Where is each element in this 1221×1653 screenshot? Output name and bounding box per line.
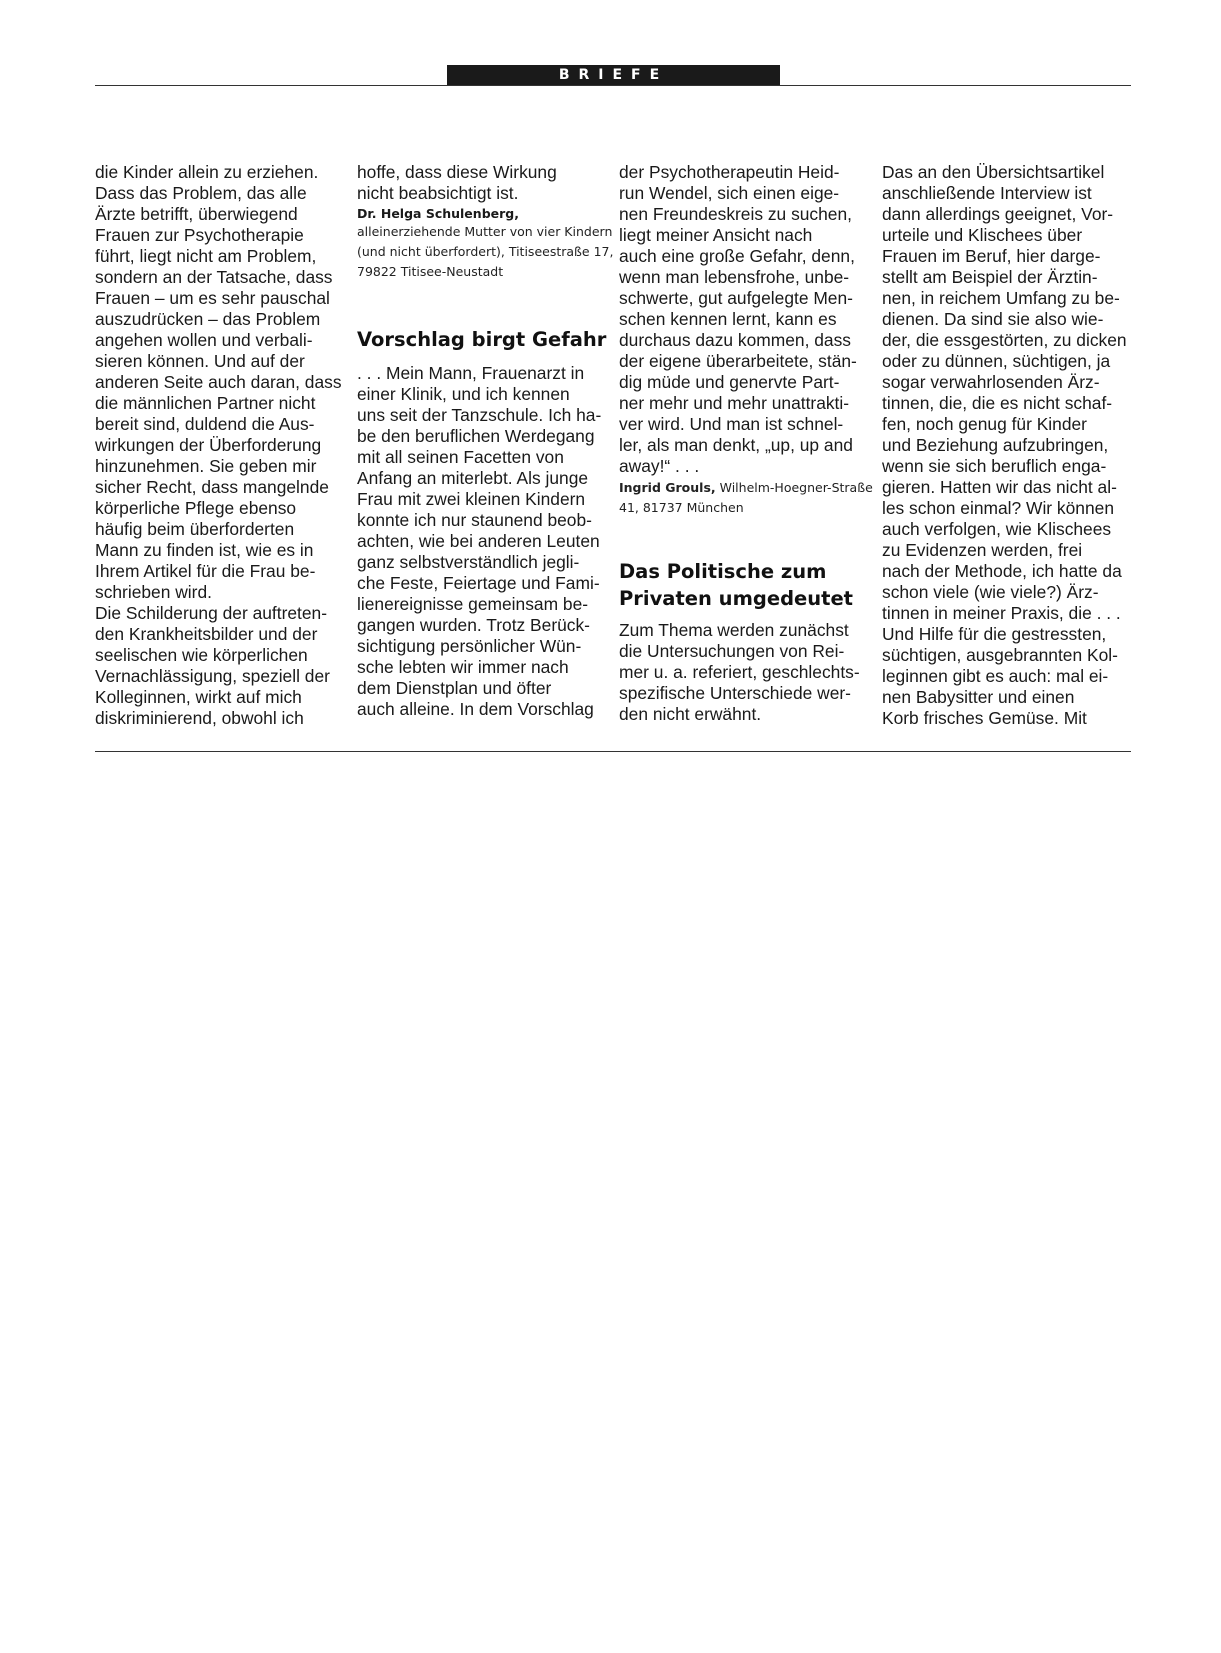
text-line: ganz selbstverständlich jegli- xyxy=(357,552,580,572)
text-line: wirkungen der Überforderung xyxy=(95,435,322,455)
top-divider xyxy=(95,85,1131,86)
signature-detail: 79822 Titisee-Neustadt xyxy=(357,264,504,279)
text-line: der eigene überarbeitete, stän- xyxy=(619,351,857,371)
text-line: Frauen zur Psychotherapie xyxy=(95,225,304,245)
text-line: angehen wollen und verbali- xyxy=(95,330,313,350)
column-3 xyxy=(619,162,874,725)
text-line: Ärzte betrifft, überwiegend xyxy=(95,204,298,224)
text-line: auch alleine. In dem Vorschlag xyxy=(357,699,594,719)
text-line: führt, liegt nicht am Problem, xyxy=(95,246,317,266)
text-line: dienen. Da sind sie also wie- xyxy=(882,309,1104,329)
text-line: mer u. a. referiert, geschlechts- xyxy=(619,662,860,682)
text-line: ver wird. Und man ist schnel- xyxy=(619,414,844,434)
text-line: away!“ . . . xyxy=(619,456,700,476)
text-line: Kolleginnen, wirkt auf mich xyxy=(95,687,302,707)
letter-headline xyxy=(619,558,874,612)
text-line: ner mehr und mehr unattrakti- xyxy=(619,393,850,413)
text-line: Dass das Problem, das alle xyxy=(95,183,307,203)
column-2 xyxy=(357,162,612,720)
text-line: auch eine große Gefahr, denn, xyxy=(619,246,855,266)
letter-signature xyxy=(357,205,612,282)
text-line: Ihrem Artikel für die Frau be- xyxy=(95,561,316,581)
text-line: Frau mit zwei kleinen Kindern xyxy=(357,489,586,509)
signature-detail: Wilhelm-Hoegner-Straße xyxy=(719,480,873,495)
text-line: nen Freundeskreis zu suchen, xyxy=(619,204,852,224)
text-line: Zum Thema werden zunächst xyxy=(619,620,849,640)
text-line: mit all seinen Facetten von xyxy=(357,447,564,467)
text-line: les schon einmal? Wir können xyxy=(882,498,1114,518)
text-line: zu Evidenzen werden, frei xyxy=(882,540,1083,560)
text-line: nen, in reichem Umfang zu be- xyxy=(882,288,1120,308)
text-line: Das an den Übersichtsartikel xyxy=(882,162,1105,182)
text-line: Und Hilfe für die gestressten, xyxy=(882,624,1107,644)
column-1 xyxy=(95,162,350,729)
text-line: Vernachlässigung, speziell der xyxy=(95,666,330,686)
text-line: einer Klinik, und ich kennen xyxy=(357,384,570,404)
text-line: die Untersuchungen von Rei- xyxy=(619,641,845,661)
signature-detail: alleinerziehende Mutter von vier Kindern xyxy=(357,224,613,239)
text-line: schon viele (wie viele?) Ärz- xyxy=(882,582,1099,602)
text-line: sondern an der Tatsache, dass xyxy=(95,267,333,287)
text-line: diskriminierend, obwohl ich xyxy=(95,708,304,728)
text-line: nach der Methode, ich hatte da xyxy=(882,561,1122,581)
text-line: auch verfolgen, wie Klischees xyxy=(882,519,1112,539)
letter-signature xyxy=(619,478,874,518)
text-line: der Psychotherapeutin Heid- xyxy=(619,162,840,182)
text-line: bereit sind, duldend die Aus- xyxy=(95,414,315,434)
text-line: be den beruflichen Werdegang xyxy=(357,426,595,446)
text-line: spezifische Unterschiede wer- xyxy=(619,683,851,703)
text-line: wenn man lebensfrohe, unbe- xyxy=(619,267,850,287)
text-line: dig müde und genervte Part- xyxy=(619,372,840,392)
signature-detail: 41, 81737 München xyxy=(619,500,744,515)
text-line: sichtigung persönlicher Wün- xyxy=(357,636,582,656)
text-line: schwerte, gut aufgelegte Men- xyxy=(619,288,853,308)
text-line: wenn sie sich beruflich enga- xyxy=(882,456,1107,476)
text-line: sicher Recht, dass mangelnde xyxy=(95,477,329,497)
text-line: oder zu dünnen, süchtigen, ja xyxy=(882,351,1111,371)
text-line: fen, noch genug für Kinder xyxy=(882,414,1087,434)
signature-detail: (und nicht überfordert), Titiseestraße 17, xyxy=(357,244,614,259)
text-line: süchtigen, ausgebrannten Kol- xyxy=(882,645,1118,665)
text-line: sche lebten wir immer nach xyxy=(357,657,569,677)
text-line: der, die essgestörten, zu dicken xyxy=(882,330,1127,350)
text-line: Frauen – um es sehr pauschal xyxy=(95,288,330,308)
text-line: uns seit der Tanzschule. Ich ha- xyxy=(357,405,602,425)
text-line: run Wendel, sich einen eige- xyxy=(619,183,840,203)
text-line: schen kennen lernt, kann es xyxy=(619,309,837,329)
text-line: konnte ich nur staunend beob- xyxy=(357,510,592,530)
text-line: gieren. Hatten wir das nicht al- xyxy=(882,477,1117,497)
text-line: sogar verwahrlosenden Ärz- xyxy=(882,372,1100,392)
section-label: BRIEFE xyxy=(447,65,780,86)
letter-headline: Vorschlag birgt Gefahr xyxy=(357,328,607,351)
text-line: Anfang an miterlebt. Als junge xyxy=(357,468,589,488)
text-line: liegt meiner Ansicht nach xyxy=(619,225,813,245)
text-line: lienereignisse gemeinsam be- xyxy=(357,594,589,614)
text-line: dem Dienstplan und öfter xyxy=(357,678,552,698)
text-line: häufig beim überforderten xyxy=(95,519,295,539)
text-line: die männlichen Partner nicht xyxy=(95,393,316,413)
text-line: che Feste, Feiertage und Fami- xyxy=(357,573,600,593)
text-line: nicht beabsichtigt ist. xyxy=(357,183,519,203)
signature-first-line xyxy=(619,478,874,498)
text-line: den Krankheitsbilder und der xyxy=(95,624,318,644)
text-line: tinnen in meiner Praxis, die . . . xyxy=(882,603,1121,623)
text-line: durchaus dazu kommen, dass xyxy=(619,330,851,350)
text-line: Frauen im Beruf, hier darge- xyxy=(882,246,1101,266)
text-line: gangen wurden. Trotz Berück- xyxy=(357,615,590,635)
text-line: dann allerdings geeignet, Vor- xyxy=(882,204,1114,224)
text-line: Mann zu finden ist, wie es in xyxy=(95,540,314,560)
text-line: seelischen wie körperlichen xyxy=(95,645,308,665)
text-line: leginnen gibt es auch: mal ei- xyxy=(882,666,1109,686)
text-line: den nicht erwähnt. xyxy=(619,704,762,724)
text-line: die Kinder allein zu erziehen. xyxy=(95,162,319,182)
text-line: ler, als man denkt, „up, up and xyxy=(619,435,853,455)
text-line: stellt am Beispiel der Ärztin- xyxy=(882,267,1098,287)
text-line: . . . Mein Mann, Frauenarzt in xyxy=(357,363,585,383)
text-line: anderen Seite auch daran, dass xyxy=(95,372,342,392)
signature-name: Dr. Helga Schulenberg, xyxy=(357,206,519,221)
text-line: achten, wie bei anderen Leuten xyxy=(357,531,600,551)
headline-line: Das Politische zum xyxy=(619,560,827,583)
column-4 xyxy=(882,162,1137,729)
text-line: schrieben wird. xyxy=(95,582,212,602)
text-line: Korb frisches Gemüse. Mit xyxy=(882,708,1087,728)
text-line: anschließende Interview ist xyxy=(882,183,1092,203)
signature-name: Ingrid Grouls, xyxy=(619,480,716,495)
text-line: und Beziehung aufzubringen, xyxy=(882,435,1109,455)
text-line: sieren können. Und auf der xyxy=(95,351,305,371)
text-line: auszudrücken – das Problem xyxy=(95,309,321,329)
text-line: Die Schilderung der auftreten- xyxy=(95,603,328,623)
text-line: urteile und Klischees über xyxy=(882,225,1083,245)
text-line: nen Babysitter und einen xyxy=(882,687,1075,707)
text-line: körperliche Pflege ebenso xyxy=(95,498,297,518)
text-line: hinzunehmen. Sie geben mir xyxy=(95,456,317,476)
text-line: hoffe, dass diese Wirkung xyxy=(357,162,557,182)
bottom-divider xyxy=(95,751,1131,752)
headline-line: Privaten umgedeutet xyxy=(619,587,853,610)
text-line: tinnen, die, die es nicht schaf- xyxy=(882,393,1113,413)
